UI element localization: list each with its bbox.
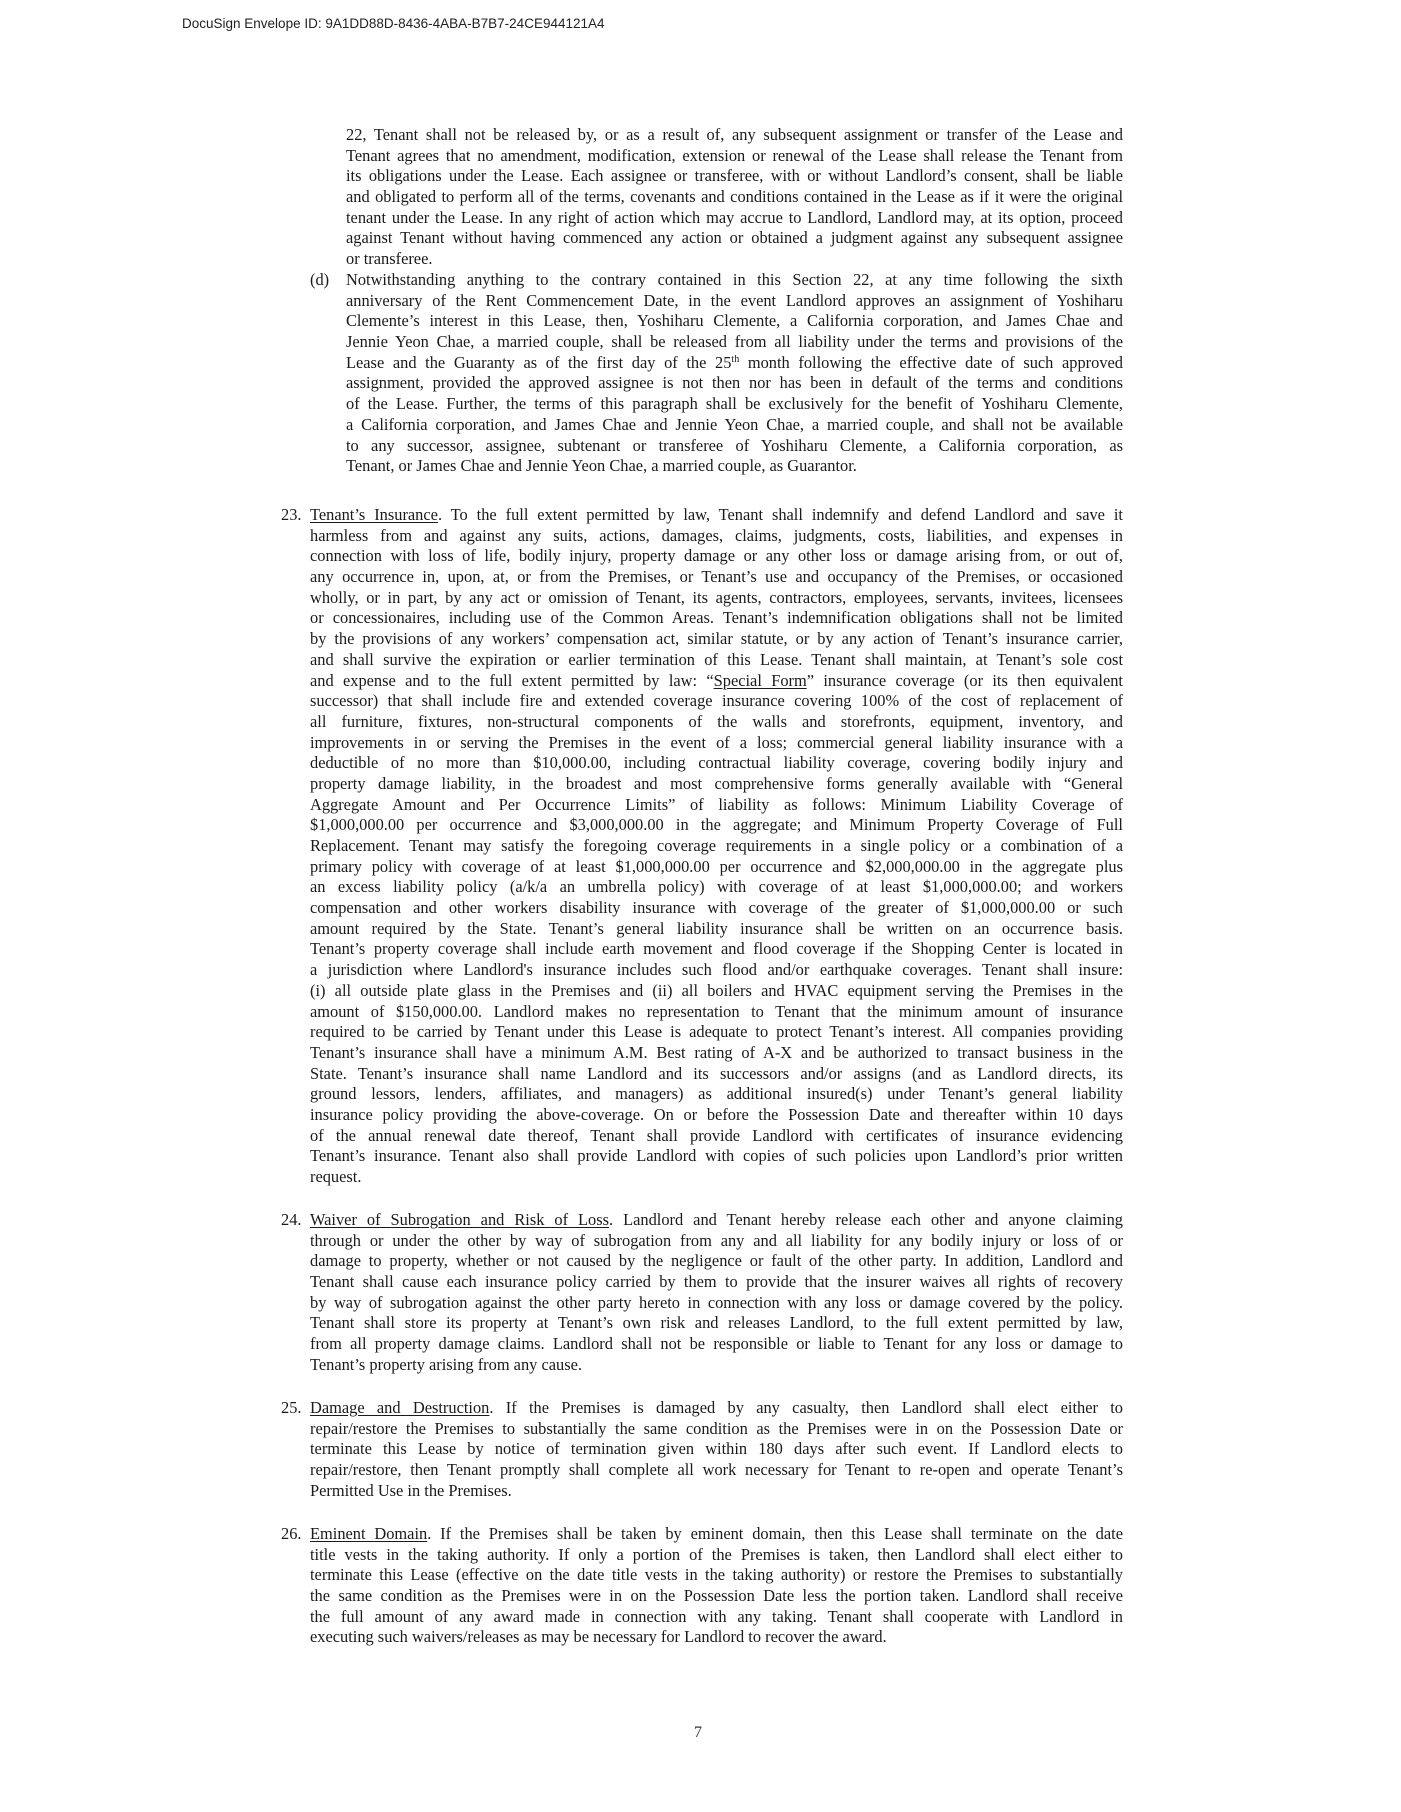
text-fragment: ” insurance coverage (or its then equivalent xyxy=(806,670,1123,690)
section-23-tenants-insurance xyxy=(281,505,1123,1188)
section-heading: Waiver of Subrogation and Risk of Loss xyxy=(310,1210,610,1229)
text-line: Permitted Use in the Premises. xyxy=(310,1480,512,1500)
page-number: 7 xyxy=(694,1724,702,1741)
section-22-d xyxy=(310,270,1123,477)
text-line: executing such waivers/releases as may be necessary for Landlord to recover the award. xyxy=(310,1627,887,1647)
text-line: 22, Tenant shall not be released by, or as a result of, any subsequent assignment or transfer of the Lease and xyxy=(346,125,1123,144)
text-line: its obligations under the Lease. Each assignee or transferee, with or without Landlord’s consent, shall be liable xyxy=(346,166,1123,186)
text-line: and obligated to perform all of the terms, covenants and conditions contained in the Lease as if it were the original xyxy=(346,187,1123,207)
text-fragment: . If the Premises shall be taken by eminent domain, then this Lease shall terminate on the date xyxy=(427,1524,1123,1543)
text-line: insurance policy providing the above-coverage. On or before the Possession Date and thereafter within 10 days xyxy=(310,1104,1123,1124)
section-number: 23. xyxy=(281,505,302,524)
section-22-continuation xyxy=(346,125,1123,270)
section-number: 26. xyxy=(281,1524,302,1543)
ordinal-suffix: th xyxy=(731,353,740,365)
text-line xyxy=(310,671,1123,692)
text-line: repair/restore the Premises to substantially the same condition as the Premises were in on the Possession Date or xyxy=(310,1418,1123,1438)
text-line xyxy=(310,505,1123,526)
text-line: against Tenant without having commenced any action or obtained a judgment against any subsequent assignee xyxy=(346,228,1123,248)
text-line: the same condition as the Premises were in on the Possession Date less the portion taken. Landlord shall receive xyxy=(310,1586,1123,1606)
section-26-eminent-domain xyxy=(281,1524,1123,1648)
text-line xyxy=(310,1210,1123,1231)
section-heading: Eminent Domain xyxy=(310,1524,428,1543)
text-line: Tenant agrees that no amendment, modification, extension or renewal of the Lease shall release the Tenant from xyxy=(346,145,1123,165)
text-line: tenant under the Lease. In any right of action which may accrue to Landlord, Landlord may, at its option, proceed xyxy=(346,207,1123,227)
text-fragment: and expense and to the full extent permitted by law: “ xyxy=(310,670,714,690)
section-heading: Damage and Destruction xyxy=(310,1398,490,1417)
text-line: terminate this Lease (effective on the date title vests in the taking authority) or restore the Premises to substantially xyxy=(310,1565,1123,1585)
text-line: Aggregate Amount and Per Occurrence Limits” of liability as follows: Minimum Liability Coverage of xyxy=(310,794,1123,814)
text-line: $1,000,000.00 per occurrence and $3,000,000.00 in the aggregate; and Minimum Property Coverage of Full xyxy=(310,815,1123,835)
text-line xyxy=(346,353,1123,374)
text-line: ground lessors, lenders, affiliates, and managers) as additional insured(s) under Tenant’s general liability xyxy=(310,1084,1123,1104)
text-line: required to be carried by Tenant under this Lease is adequate to protect Tenant’s interest. All companies providing xyxy=(310,1022,1123,1042)
text-line xyxy=(310,1398,1123,1419)
text-line: deductible of no more than $10,000.00, including contractual liability coverage, covering bodily injury and xyxy=(310,753,1123,773)
text-line: or concessionaires, including use of the Common Areas. Tenant’s indemnification obligations shall not be limited xyxy=(310,608,1123,628)
text-line: request. xyxy=(310,1167,362,1186)
text-line: damage to property, whether or not caused by the negligence or fault of the other party. In addition, Landlord and xyxy=(310,1251,1123,1271)
text-line: any occurrence in, upon, at, or from the Premises, or Tenant’s use and occupancy of the Premises, or occasioned xyxy=(310,567,1123,587)
docusign-envelope-id: DocuSign Envelope ID: 9A1DD88D-8436-4ABA-B7B7-24CE944121A4 xyxy=(182,16,605,31)
text-line: the full amount of any award made in connection with any taking. Tenant shall cooperate with Landlord in xyxy=(310,1606,1123,1626)
text-line: of the annual renewal date thereof, Tenant shall provide Landlord with certificates of insurance evidencing xyxy=(310,1125,1123,1145)
text-line: Tenant shall cause each insurance policy carried by them to provide that the insurer waives all rights of recovery xyxy=(310,1272,1123,1292)
text-line: terminate this Lease by notice of termination given within 180 days after such event. If Landlord elects to xyxy=(310,1439,1123,1459)
text-line: Tenant, or James Chae and Jennie Yeon Chae, a married couple, as Guarantor. xyxy=(346,456,857,476)
text-line: Tenant’s property coverage shall include earth movement and flood coverage if the Shopping Center is located in xyxy=(310,939,1123,959)
text-line: title vests in the taking authority. If only a portion of the Premises is taken, then Landlord shall elect either to xyxy=(310,1544,1123,1564)
defined-term: Special Form xyxy=(713,670,807,690)
text-line: property damage liability, in the broadest and most comprehensive forms generally available with “General xyxy=(310,773,1123,793)
text-line: improvements in or serving the Premises in the event of a loss; commercial general liability insurance with a xyxy=(310,732,1123,752)
text-line: successor) that shall include fire and extended coverage insurance covering 100% of the cost of replacement of xyxy=(310,691,1123,711)
text-line: amount required by the State. Tenant’s general liability insurance shall be written on an occurrence basis. xyxy=(310,918,1123,938)
text-fragment: month following the effective date of such approved xyxy=(739,352,1123,372)
text-line: primary policy with coverage of at least $1,000,000.00 per occurrence and $2,000,000.00 in the aggregate plus xyxy=(310,856,1123,876)
subsection-label: (d) xyxy=(310,270,330,289)
text-line: a California corporation, and James Chae and Jennie Yeon Chae, a married couple, and shall not be available xyxy=(346,414,1123,434)
text-line: and shall survive the expiration or earlier termination of this Lease. Tenant shall maintain, at Tenant’s sole cost xyxy=(310,649,1123,669)
text-line: (i) all outside plate glass in the Premises and (ii) all boilers and HVAC equipment serving the Premises in the xyxy=(310,980,1123,1000)
section-number: 24. xyxy=(281,1210,302,1229)
text-line: Clemente’s interest in this Lease, then, Yoshiharu Clemente, a California corporation, and James Chae and xyxy=(346,311,1123,331)
text-line: an excess liability policy (a/k/a an umbrella policy) with coverage of at least $1,000,000.00; and workers xyxy=(310,877,1123,897)
text-fragment: . Landlord and Tenant hereby release each other and anyone claiming xyxy=(609,1210,1123,1229)
text-line: Notwithstanding anything to the contrary contained in this Section 22, at any time following the sixth xyxy=(346,270,1123,289)
text-line: amount of $150,000.00. Landlord makes no representation to Tenant that the minimum amount of insurance xyxy=(310,1001,1123,1021)
text-line: connection with loss of life, bodily injury, property damage or any other loss or damage arising from, or out of, xyxy=(310,546,1123,566)
section-heading: Tenant’s Insurance xyxy=(310,505,438,524)
text-line: or transferee. xyxy=(346,249,433,269)
text-line: repair/restore, then Tenant promptly shall complete all work necessary for Tenant to re-open and operate Tenant’s xyxy=(310,1460,1123,1480)
text-line: through or under the other by way of subrogation from any and all liability for any bodily injury or loss of or xyxy=(310,1230,1123,1250)
text-line: wholly, or in part, by any act or omission of Tenant, its agents, contractors, employees, servants, invitees, licensees xyxy=(310,587,1123,607)
text-line: State. Tenant’s insurance shall name Landlord and its successors and/or assigns (and as Landlord directs, its xyxy=(310,1063,1123,1083)
text-line: all furniture, fixtures, non-structural components of the walls and storefronts, equipment, inventory, and xyxy=(310,711,1123,731)
text-line xyxy=(310,1524,1123,1545)
text-line: Replacement. Tenant may satisfy the foregoing coverage requirements in a single policy or a combination of a xyxy=(310,836,1123,855)
section-24-waiver-of-subrogation xyxy=(281,1210,1123,1376)
text-fragment: . To the full extent permitted by law, Tenant shall indemnify and defend Landlord and save it xyxy=(437,505,1123,524)
text-line: Tenant’s property arising from any cause. xyxy=(310,1354,582,1374)
text-line: harmless from and against any suits, actions, damages, claims, judgments, costs, liabilities, and expenses in xyxy=(310,525,1123,545)
text-line: Tenant’s insurance shall have a minimum A.M. Best rating of A-X and be authorized to transact business in the xyxy=(310,1042,1123,1062)
text-line: to any successor, assignee, subtenant or transferee of Yoshiharu Clemente, a California corporation, as xyxy=(346,435,1123,455)
text-fragment: . If the Premises is damaged by any casualty, then Landlord shall elect either to xyxy=(489,1398,1123,1417)
text-line: by the provisions of any workers’ compensation act, similar statute, or by any action of Tenant’s insurance carrier, xyxy=(310,629,1123,649)
text-fragment: Lease and the Guaranty as of the first day of the 25 xyxy=(346,352,732,372)
text-line: a jurisdiction where Landlord's insurance includes such flood and/or earthquake coverages. Tenant shall insure: xyxy=(310,960,1123,980)
text-line: of the Lease. Further, the terms of this paragraph shall be exclusively for the benefit of Yoshiharu Clemente, xyxy=(346,394,1123,414)
text-line: Tenant shall store its property at Tenant’s own risk and releases Landlord, to the full extent permitted by law, xyxy=(310,1313,1123,1333)
text-line: anniversary of the Rent Commencement Date, in the event Landlord approves an assignment of Yoshiharu xyxy=(346,290,1123,310)
section-25-damage-and-destruction xyxy=(281,1398,1123,1501)
text-line: assignment, provided the approved assignee is not then nor has been in default of the terms and conditions xyxy=(346,373,1123,393)
text-line: Tenant’s insurance. Tenant also shall provide Landlord with copies of such policies upon Landlord’s prior written xyxy=(310,1146,1123,1166)
text-line: compensation and other workers disability insurance with coverage of the greater of $1,000,000.00 or such xyxy=(310,898,1123,918)
text-line: Jennie Yeon Chae, a married couple, shall be released from all liability under the terms and provisions of the xyxy=(346,332,1123,352)
text-line: from all property damage claims. Landlord shall not be responsible or liable to Tenant for any loss or damage to xyxy=(310,1334,1123,1354)
section-number: 25. xyxy=(281,1398,302,1417)
text-line: by way of subrogation against the other party hereto in connection with any loss or damage covered by the policy. xyxy=(310,1292,1123,1312)
